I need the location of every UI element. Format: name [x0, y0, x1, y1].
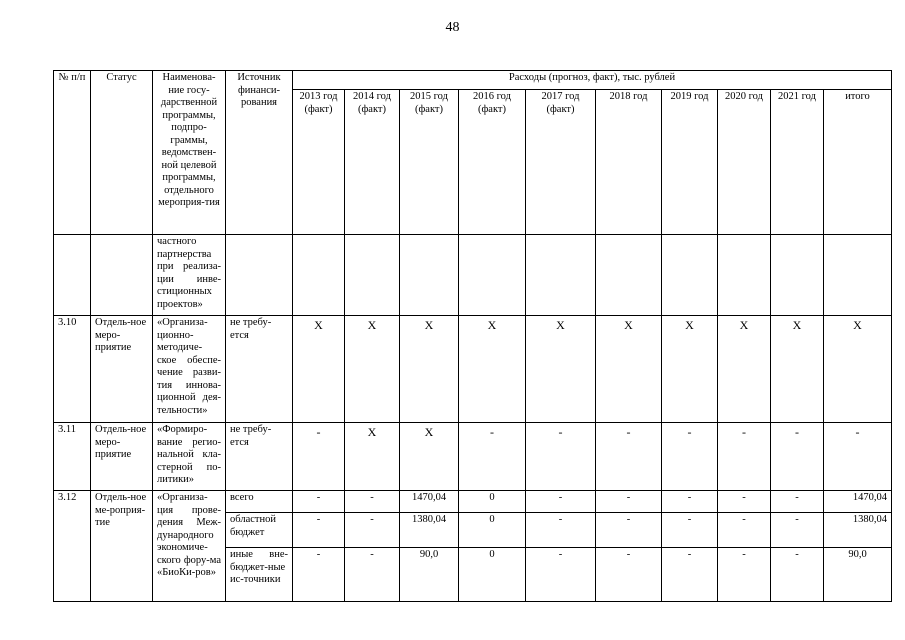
table-row	[54, 423, 892, 491]
cell-value: 0	[459, 548, 526, 602]
table-row	[54, 235, 892, 316]
cell-empty	[226, 235, 293, 316]
cell-value: -	[293, 491, 345, 513]
cell-value: X	[718, 316, 771, 423]
cell-value: 0	[459, 513, 526, 548]
cell-value: -	[596, 491, 662, 513]
header-num: № п/п	[54, 71, 91, 235]
header-total: итого	[824, 90, 892, 235]
cell-empty	[771, 235, 824, 316]
cell-value: -	[662, 423, 718, 491]
cell-value: 0	[459, 491, 526, 513]
cell-num: 3.12	[54, 491, 91, 602]
cell-value: -	[718, 423, 771, 491]
cell-empty	[662, 235, 718, 316]
cell-value: X	[293, 316, 345, 423]
cell-total: 90,0	[824, 548, 892, 602]
cell-empty	[54, 235, 91, 316]
cell-value: X	[345, 423, 400, 491]
cell-value: -	[662, 548, 718, 602]
header-year: 2014 год (факт)	[345, 90, 400, 235]
table-row	[54, 316, 892, 423]
cell-value: X	[345, 316, 400, 423]
cell-value: 1380,04	[400, 513, 459, 548]
cell-name: «Организа-ционно-методиче-ское обеспе-чение разви-тия иннова-ционной дея-тельности»	[153, 316, 226, 423]
header-year: 2015 год (факт)	[400, 90, 459, 235]
cell-empty	[718, 235, 771, 316]
cell-total: -	[824, 423, 892, 491]
cell-value: -	[345, 513, 400, 548]
cell-value: -	[596, 548, 662, 602]
cell-name: «Организа-ция прове-дения Меж-дународного экономиче-ского фору-ма «БиоКи-ров»	[153, 491, 226, 602]
cell-empty	[459, 235, 526, 316]
cell-value: 1470,04	[400, 491, 459, 513]
cell-value: -	[662, 513, 718, 548]
cell-total: 1380,04	[824, 513, 892, 548]
cell-source: областной бюджет	[226, 513, 293, 548]
cell-value: -	[345, 491, 400, 513]
cell-total: 1470,04	[824, 491, 892, 513]
cell-empty	[293, 235, 345, 316]
header-year: 2021 год	[771, 90, 824, 235]
cell-status: Отдель-ное меро-приятие	[91, 316, 153, 423]
cell-value: -	[596, 423, 662, 491]
cell-source: иные вне-бюджет-ные ис-точники	[226, 548, 293, 602]
header-status: Статус	[91, 71, 153, 235]
header-year: 2018 год	[596, 90, 662, 235]
header-expenses: Расходы (прогноз, факт), тыс. рублей	[293, 71, 892, 90]
cell-value: X	[526, 316, 596, 423]
cell-value: -	[293, 548, 345, 602]
cell-value: -	[718, 513, 771, 548]
cell-empty	[91, 235, 153, 316]
cell-value: -	[526, 513, 596, 548]
cell-empty	[400, 235, 459, 316]
cell-value: -	[771, 423, 824, 491]
cell-empty	[526, 235, 596, 316]
header-year: 2016 год (факт)	[459, 90, 526, 235]
cell-num: 3.10	[54, 316, 91, 423]
cell-value: -	[771, 548, 824, 602]
cell-source: не требу-ется	[226, 423, 293, 491]
cell-name: «Формиро-вание регио-нальной кла-стерной по-литики»	[153, 423, 226, 491]
cell-value: X	[400, 316, 459, 423]
cell-value: X	[400, 423, 459, 491]
cell-source: всего	[226, 491, 293, 513]
header-year: 2013 год (факт)	[293, 90, 345, 235]
cell-value: -	[718, 548, 771, 602]
cell-value: -	[293, 513, 345, 548]
table-row	[54, 491, 892, 513]
cell-empty	[596, 235, 662, 316]
header-year: 2020 год	[718, 90, 771, 235]
header-year: 2017 год (факт)	[526, 90, 596, 235]
cell-value: -	[293, 423, 345, 491]
cell-value: -	[345, 548, 400, 602]
cell-source: не требу-ется	[226, 316, 293, 423]
cell-value: -	[596, 513, 662, 548]
cell-value: X	[662, 316, 718, 423]
cell-empty	[824, 235, 892, 316]
header-name: Наименова-ние госу-дарственной программы, подпро-граммы, ведомствен-ной целевой программы, отдельного мероприя-тия	[153, 71, 226, 235]
header-year: 2019 год	[662, 90, 718, 235]
cell-num: 3.11	[54, 423, 91, 491]
cell-value: -	[459, 423, 526, 491]
cell-value: -	[526, 491, 596, 513]
page-number: 48	[445, 20, 460, 35]
cell-value: -	[771, 513, 824, 548]
cell-value: X	[459, 316, 526, 423]
cell-name: частного партнерства при реализа-ции инве-стиционных проектов»	[153, 235, 226, 316]
cell-value: -	[526, 548, 596, 602]
cell-status: Отдель-ное меро-приятие	[91, 423, 153, 491]
cell-value: -	[662, 491, 718, 513]
cell-value: 90,0	[400, 548, 459, 602]
cell-value: X	[771, 316, 824, 423]
cell-value: -	[718, 491, 771, 513]
cell-empty	[345, 235, 400, 316]
cell-value: -	[771, 491, 824, 513]
cell-value: -	[526, 423, 596, 491]
cell-value: X	[596, 316, 662, 423]
cell-total: X	[824, 316, 892, 423]
header-source: Источник финанси-рования	[226, 71, 293, 235]
budget-table	[53, 70, 892, 602]
header-row	[54, 71, 892, 90]
cell-status: Отдель-ное ме-роприя-тие	[91, 491, 153, 602]
